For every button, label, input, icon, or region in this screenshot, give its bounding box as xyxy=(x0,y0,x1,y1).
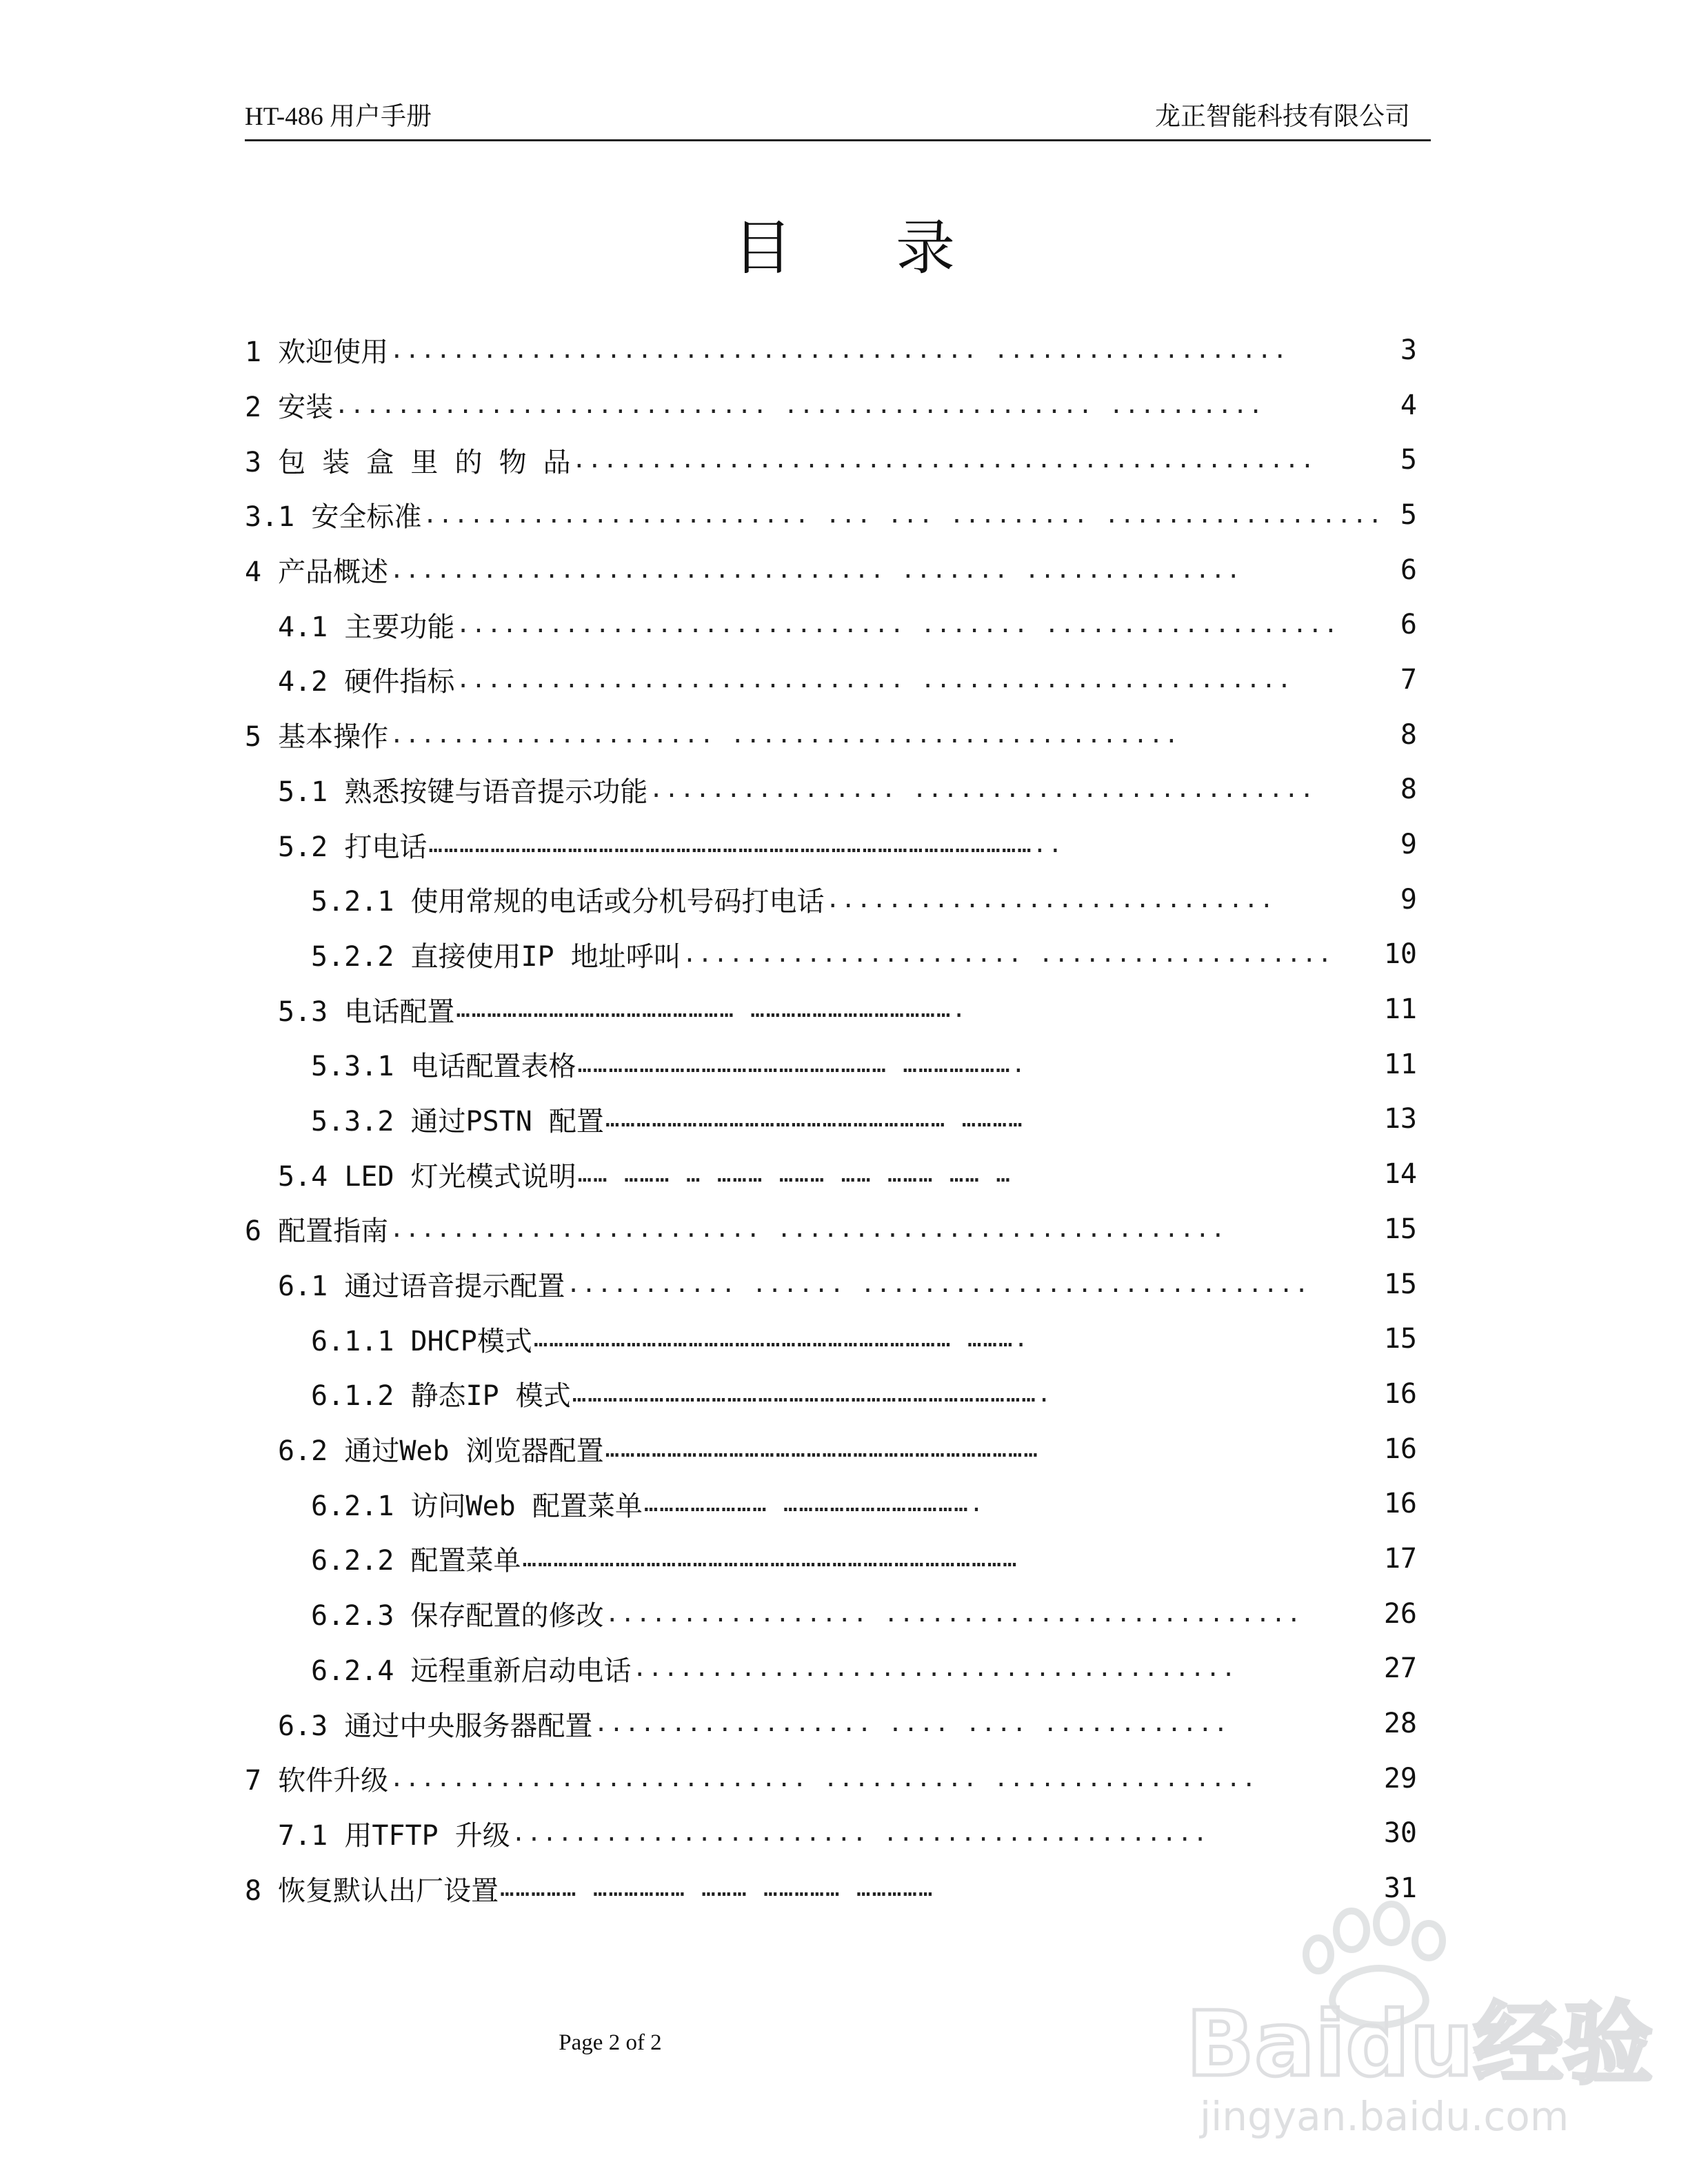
toc-entry[interactable] xyxy=(245,1311,1417,1366)
toc-entry[interactable] xyxy=(245,1366,1417,1422)
toc-page-number: 15 xyxy=(1383,1323,1417,1355)
toc-entry-label: 8 恢复默认出厂设置 xyxy=(245,1874,499,1907)
toc-entry-label: 5.1 熟悉按键与语音提示功能 xyxy=(278,776,648,808)
toc-page-number: 27 xyxy=(1383,1652,1417,1685)
toc-entry[interactable] xyxy=(245,652,1417,707)
toc-page-number: 8 xyxy=(1400,718,1417,751)
toc-leader-dots: ………………………………………………………… ………… xyxy=(605,1105,1024,1133)
toc-entry-label: 6.2.3 保存配置的修改 xyxy=(311,1600,604,1632)
toc-page-number: 6 xyxy=(1400,554,1417,586)
toc-leader-dots: ................. ........................... xyxy=(605,1599,1303,1628)
toc-entry-label: 5.4 LED 灯光模式说明 xyxy=(278,1160,576,1193)
title-char-1: 目 xyxy=(733,214,792,283)
toc-entry-label: 6.2 通过Web 浏览器配置 xyxy=(278,1435,604,1468)
toc-leader-dots: ..................... ............................. xyxy=(390,720,1180,749)
toc-entry-label: 6.2.2 配置菜单 xyxy=(311,1545,521,1577)
toc-entry[interactable] xyxy=(245,1751,1417,1806)
toc-page-number: 16 xyxy=(1383,1433,1417,1465)
toc-entry-label: 5.3.1 电话配置表格 xyxy=(311,1051,576,1083)
toc-leader-dots: ............................. ........................ xyxy=(456,665,1293,694)
toc-entry[interactable] xyxy=(245,1202,1417,1257)
toc-leader-dots: ........... ...... ............................. xyxy=(566,1270,1310,1298)
toc-entry-label: 5.3 电话配置 xyxy=(278,995,455,1028)
toc-page-number: 8 xyxy=(1400,774,1417,806)
toc-leader-dots: …………………………………………………… …………………. xyxy=(577,1050,1027,1078)
toc-entry[interactable] xyxy=(245,872,1417,927)
toc-entry-label: 3.1 安全标准 xyxy=(245,501,422,534)
toc-entry[interactable] xyxy=(245,762,1417,818)
toc-leader-dots: …………… ……………… ……… …………… …………… xyxy=(500,1874,934,1903)
toc-entry[interactable] xyxy=(245,1806,1417,1861)
toc-page-number: 5 xyxy=(1400,498,1417,531)
toc-leader-dots: ...................... ................... xyxy=(682,940,1334,969)
toc-leader-dots: ........................ ............................. xyxy=(390,1215,1227,1243)
toc-entry[interactable] xyxy=(245,597,1417,652)
toc-entry[interactable] xyxy=(245,378,1417,433)
toc-leader-dots: ......................... ... ... ......... .................. xyxy=(423,501,1384,529)
toc-entry[interactable] xyxy=(245,982,1417,1037)
toc-entry[interactable] xyxy=(245,1641,1417,1697)
toc-entry-label: 3 包 装 盒 里 的 物 品 xyxy=(245,446,571,478)
toc-entry[interactable] xyxy=(245,323,1417,378)
toc-entry-label: 7.1 用TFTP 升级 xyxy=(278,1819,510,1852)
toc-entry[interactable] xyxy=(245,1037,1417,1092)
toc-leader-dots: ...................................... ................... xyxy=(390,336,1289,364)
toc-page-number: 16 xyxy=(1383,1488,1417,1520)
toc-entry-label: 5.2 打电话 xyxy=(278,831,428,863)
toc-leader-dots: ………………………………………………………………………………. xyxy=(572,1379,1053,1408)
toc-leader-dots: ............................ .................... .......... xyxy=(334,391,1265,419)
baidu-jingyan-watermark xyxy=(1172,1882,1653,2144)
toc-entry-label: 5.3.2 通过PSTN 配置 xyxy=(311,1105,604,1138)
toc-leader-dots: ....................... ..................... xyxy=(511,1819,1209,1848)
toc-entry[interactable] xyxy=(245,1257,1417,1312)
toc-page-number: 30 xyxy=(1383,1817,1417,1850)
toc-page-number: 28 xyxy=(1383,1708,1417,1740)
toc-leader-dots: ................................................ xyxy=(572,446,1316,474)
toc-page-number: 9 xyxy=(1400,829,1417,861)
title-char-2: 录 xyxy=(896,214,955,283)
toc-entry[interactable] xyxy=(245,1531,1417,1586)
page-title xyxy=(0,200,1688,285)
toc-entry-label: 6.3 通过中央服务器配置 xyxy=(278,1710,593,1742)
toc-entry-label: 6.1.1 DHCP模式 xyxy=(311,1325,532,1357)
toc-entry[interactable] xyxy=(245,817,1417,872)
toc-leader-dots: ............................. ....... ................... xyxy=(456,611,1340,639)
toc-entry[interactable] xyxy=(245,487,1417,543)
toc-page-number: 9 xyxy=(1400,883,1417,916)
header-company-name: 龙正智能科技有限公司 xyxy=(1155,101,1410,131)
toc-entry-label: 1 欢迎使用 xyxy=(245,336,389,369)
toc-entry-label: 2 安装 xyxy=(245,392,334,424)
toc-entry-label: 7 软件升级 xyxy=(245,1765,389,1797)
toc-entry-label: 6.1.2 静态IP 模式 xyxy=(311,1380,571,1413)
watermark-brand: Baidu经验 xyxy=(1186,1992,1653,2096)
toc-page-number: 11 xyxy=(1383,1048,1417,1080)
toc-leader-dots: …… ……… … ……… ……… …… ……… …… … xyxy=(577,1160,1012,1189)
toc-leader-dots: ……………………………………………………………………… ………. xyxy=(533,1325,1029,1353)
toc-entry-label: 4.1 主要功能 xyxy=(278,611,455,643)
toc-page-number: 15 xyxy=(1383,1213,1417,1245)
toc-entry-label: 6.2.4 远程重新启动电话 xyxy=(311,1655,632,1687)
toc-leader-dots: …………………………………………………………………………………… xyxy=(522,1544,1018,1573)
toc-page-number: 31 xyxy=(1383,1872,1417,1905)
toc-page-number: 13 xyxy=(1383,1103,1417,1135)
toc-entry-label: 5 基本操作 xyxy=(245,721,389,754)
toc-page-number: 4 xyxy=(1400,389,1417,421)
toc-page-number: 14 xyxy=(1383,1158,1417,1191)
toc-page-number: 11 xyxy=(1383,993,1417,1026)
toc-entry[interactable] xyxy=(245,1092,1417,1147)
toc-page-number: 10 xyxy=(1383,938,1417,971)
watermark-url: jingyan.baidu.com xyxy=(1200,2093,1569,2140)
toc-entry[interactable] xyxy=(245,927,1417,982)
header-manual-title: HT-486 用户手册 xyxy=(245,103,432,131)
toc-leader-dots: ……………………………………………………………………………………………………….. xyxy=(428,831,1064,859)
toc-leader-dots: ........................... .......... ................. xyxy=(390,1764,1258,1792)
toc-entry-label: 6.2.1 访问Web 配置菜单 xyxy=(311,1490,643,1522)
toc-entry[interactable] xyxy=(245,1696,1417,1751)
toc-leader-dots: ................ .......................... xyxy=(649,776,1316,804)
toc-entry[interactable] xyxy=(245,1146,1417,1202)
toc-leader-dots: ................................ ....... .............. xyxy=(390,556,1243,584)
toc-leader-dots: .................. .... .... ............ xyxy=(594,1710,1229,1738)
toc-page-number: 5 xyxy=(1400,444,1417,476)
toc-entry-label: 4 产品概述 xyxy=(245,556,389,589)
toc-leader-dots: ............................. xyxy=(825,885,1276,913)
toc-page-number: 7 xyxy=(1400,663,1417,696)
toc-entry-label: 5.2.2 直接使用IP 地址呼叫 xyxy=(311,940,681,973)
toc-entry-label: 4.2 硬件指标 xyxy=(278,666,455,698)
toc-page-number: 3 xyxy=(1400,334,1417,366)
toc-entry[interactable] xyxy=(245,432,1417,487)
toc-page-number: 26 xyxy=(1383,1597,1417,1630)
toc-entry[interactable] xyxy=(245,1422,1417,1477)
toc-entry-label: 6.1 通过语音提示配置 xyxy=(278,1271,565,1303)
toc-page-number: 29 xyxy=(1383,1762,1417,1794)
page-number-label: Page 2 of 2 xyxy=(559,2030,662,2055)
toc-page-number: 15 xyxy=(1383,1268,1417,1300)
page-header xyxy=(245,97,1431,141)
toc-page-number: 17 xyxy=(1383,1542,1417,1575)
toc-page-number: 16 xyxy=(1383,1377,1417,1410)
toc-leader-dots: ....................................... xyxy=(632,1655,1237,1683)
toc-entry[interactable] xyxy=(245,1476,1417,1531)
toc-entry-label: 6 配置指南 xyxy=(245,1215,389,1248)
toc-page-number: 6 xyxy=(1400,609,1417,641)
page-footer xyxy=(0,2030,1220,2056)
table-of-contents xyxy=(245,323,1417,1916)
toc-entry[interactable] xyxy=(245,707,1417,762)
toc-leader-dots: ……………………………………………… …………………………………. xyxy=(456,995,967,1024)
toc-entry-label: 5.2.1 使用常规的电话或分机号码打电话 xyxy=(311,886,825,918)
toc-entry[interactable] xyxy=(245,543,1417,598)
toc-leader-dots: ………………………………………………………………………… xyxy=(605,1435,1039,1463)
toc-leader-dots: …………………… ………………………………. xyxy=(643,1490,985,1518)
toc-entry[interactable] xyxy=(245,1586,1417,1641)
